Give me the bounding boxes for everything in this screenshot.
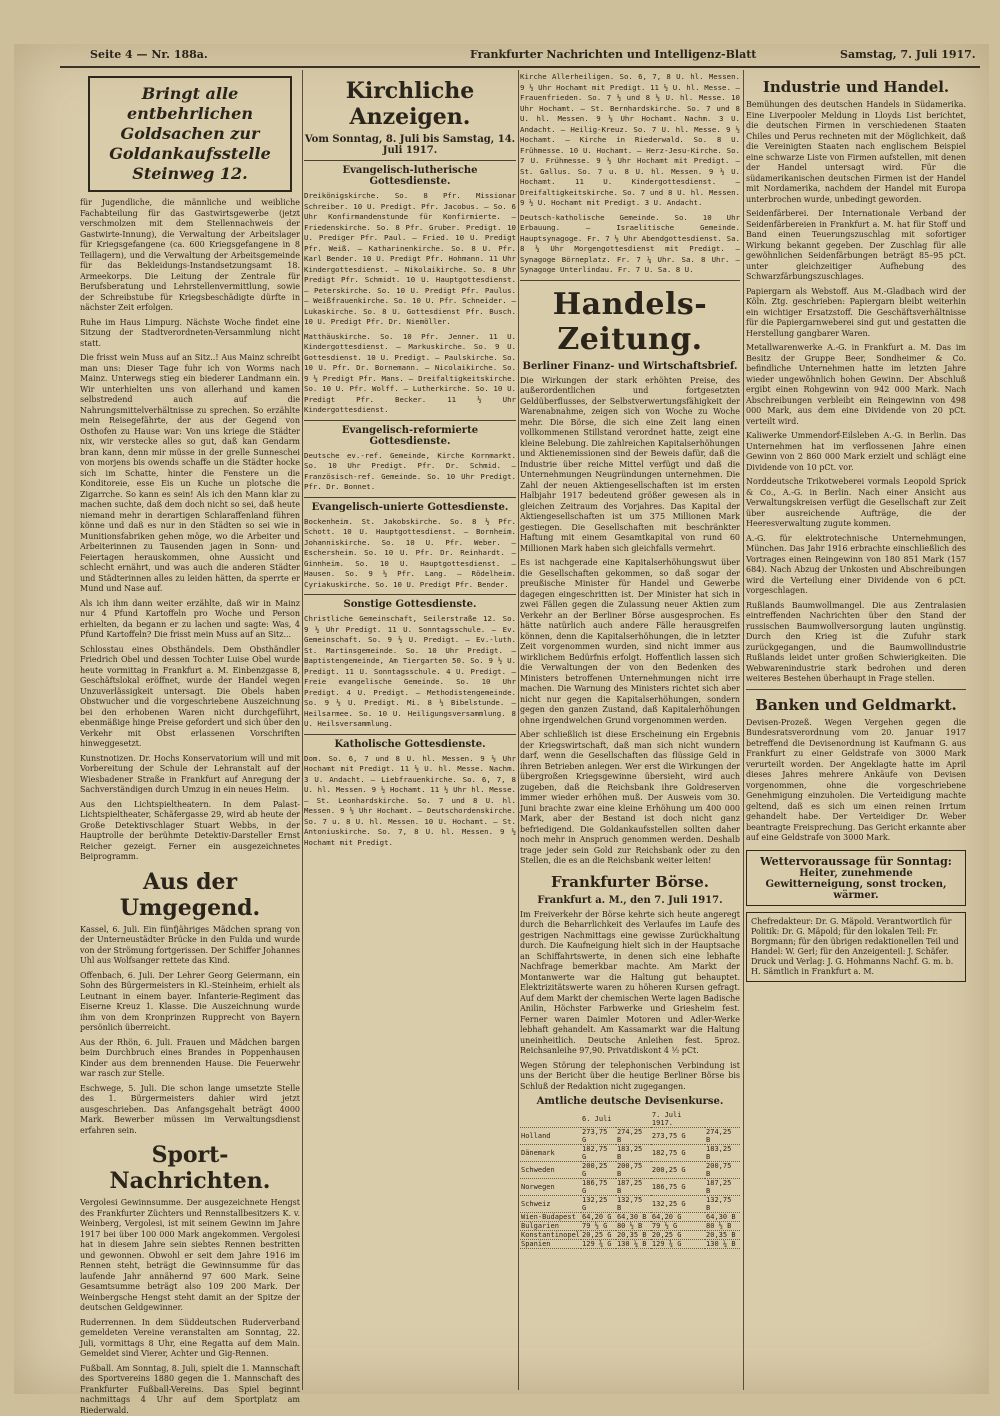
table-cell: 20,25 G [581, 1231, 616, 1240]
article-text: Es ist nachgerade eine Kapitalserhöhungswut über die Gesellschaften gekommen, so daß sogar der preußische Minister für Handel und Gewerbe dagegen eingeschritten ist. Der Minister hat sich in zwei Fällen gegen die Zulassung neuer Aktien zum Verkehr an der Berliner Börse ausgesprochen. Es hätte natürlich auch andere Fälle herausgreifen können, denn die Kapitalserhöhungen, die in letzter Zeit vorgenommen wurden, sind nicht immer aus wirklichem Bedürfnis erfolgt. Hoffentlich lassen sich die Verwaltungen der von den Bedenken des Ministers betroffenen Unternehmungen nicht irre machen. Die Warnung des Ministers richtet sich aber nicht nur gegen die Kapitalserhöhungen, sondern gegen den ganzen Zustand, daß Kapitalerhöhungen ohne irgendwelchen Grund vorgenommen werden. [520, 558, 740, 726]
service-listing: Kirche Allerheiligen. So. 6, 7, 8 U. hl. Messen. 9 ½ Uhr Hochamt mit Predigt. 11 ½ U. hl. Messe. — Frauenfrieden. So. 7 ½ und 8 ½ U. hl. Messe. 10 Uhr Hochamt. — St. Bernhardskirche. So. 7 und 8 U. hl. Messen. 9 ½ Uhr Hochamt. Nachm. 3 U. Andacht. — Heilig-Kreuz. So. 7 U. hl. Messe. 9 ½ Hochamt. — Kirche in Riederwald. So. 8 U. Frühmesse. 10 U. Hochamt. — Herz-Jesu-Kirche. So. 7 U. Frühmesse. 9 ½ Uhr Hochamt mit Predigt. — St. Gallus. So. 7 u. 8 U. hl. Messen. 9 ½ U. Hochamt. 11 U. Kindergottesdienst. — Dreifaltigkeitskirche. So. 7 und 8 U. hl. Messen. 9 ½ U. Hochamt mit Predigt. 3 U. Andacht. [520, 72, 740, 209]
service-listing: Christliche Gemeinschaft, Seilerstraße 12. So. 9 ½ Uhr Predigt. 11 U. Sonntagsschule. — Ev. Gemeinschaft. So. 9 ½ U. Predigt. — Ev.-luth. St. Martinsgemeinde. So. 10 Uhr Predigt. — Baptistengemeinde, Am Tiergarten 50. So. 9 ½ U. Predigt. 11 U. Sonntagsschule. 4 U. Predigt. — Freie evangelische Gemeinde. So. 10 Uhr Predigt. 4 U. Predigt. — Methodistengemeinde. So. 9 ½ U. Predigt. Mi. 8 ½ Bibelstunde. — Heilsarmee. So. 10 U. Heiligungsversammlung. 8 U. Heilsversammlung. [304, 614, 516, 730]
divider [520, 280, 740, 281]
article-text: Als ich ihm dann weiter erzählte, daß wir in Mainz nur 4 Pfund Kartoffeln pro Woche und Person erhielten, da begann er zu lachen und sagte: Was, 4 Pfund Kartoffeln? Die frisst mein Muss auf an Sitz... [80, 599, 300, 641]
table-cell: 200,75 B [705, 1162, 740, 1179]
table-header-row [520, 1111, 740, 1128]
table-cell: 130 ¼ B [705, 1240, 740, 1249]
table-cell: 132,75 B [705, 1196, 740, 1213]
article-text: Kassel, 6. Juli. Ein fünfjähriges Mädchen sprang von der Unterneustädter Brücke in den Fulda und wurde von der Strömung fortgerissen. Der Schiffer Johannes Uhl aus Wolfsanger rettete das Kind. [80, 925, 300, 967]
page-number: Seite 4 — Nr. 188a. [90, 48, 208, 61]
subsection-title: Evangelisch-reformierte Gottesdienste. [304, 425, 516, 447]
table-cell: 182,75 G [581, 1145, 616, 1162]
imprint-box: Chefredakteur: Dr. G. Mäpold. Verantwortlich für Politik: Dr. G. Mäpold; für den lokalen Teil: Fr. Borgmann; für den übrigen redaktionellen Teil und Handel: W. Gerl; für den Anzeigenteil: J. Schäfer. Druck und Verlag: J. G. Hohmanns Nachf. G. m. b. H. Sämtlich in Frankfurt a. M. [746, 912, 966, 982]
article-text: Im Freiverkehr der Börse kehrte sich heute angeregt durch die Beharrlichkeit des Verlaufes im Laufe des gestrigen Nachmittags eine gewisse Zurückhaltung durch. Die Kaufneigung hielt sich in der Hauptsache an Schiffahrtswerte, in denen sich eine lebhafte Nachfrage bemerkbar machte. Am Markt der Montanwerte war die Haltung gut behauptet. Elektrizitätswerte waren zu höheren Kursen gefragt. Auf dem Markt der chemischen Werte lagen Badische Anilin, Höchster Farbwerke und Griesheim fest. Ferner waren Daimler Motoren und Adler-Werke lebhaft gehandelt. Am Kassamarkt war die Haltung uneinheitlich. Deutsche Anleihen fest. 5proz. Reichsanleihe 97,90. Privatdiskont 4 ½ pCt. [520, 910, 740, 1057]
table-row [520, 1128, 740, 1145]
table-cell: 20,25 G [651, 1231, 705, 1240]
section-heading-kirchliche: Kirchliche Anzeigen. [304, 78, 516, 130]
table-cell: 64,30 B [705, 1213, 740, 1222]
table-cell: 132,75 B [616, 1196, 651, 1213]
table-row [520, 1145, 740, 1162]
article-text: Kunstnotizen. Dr. Hochs Konservatorium will und mit Vorbereitung der Schule der Lehranstalt auf der Wiesbadener Straße in Frankfurt auf Anregung der Sachverständigen durch Umzug in ein neues Heim. [80, 754, 300, 796]
table-cell: Norwegen [520, 1179, 581, 1196]
table-cell: 183,25 B [616, 1145, 651, 1162]
section-heading-boerse: Frankfurter Börse. [520, 873, 740, 891]
article-text: Aus den Lichtspieltheatern. In dem Palast-Lichtspieltheater, Schäfergasse 29, wird ab heute der Große Detektivschlager Stuart Webbs, in der Hauptrolle der berühmte Detektiv-Darsteller Ernst Reicher gezeigt. Ferner ein ausgezeichnetes Beiprogramm. [80, 800, 300, 863]
table-cell: 200,25 G [581, 1162, 616, 1179]
table-cell: 79 ½ G [581, 1222, 616, 1231]
table-cell: 64,30 B [616, 1213, 651, 1222]
service-listing: Matthäuskirche. So. 10 Pfr. Jenner. 11 U. Kindergottesdienst. — Markuskirche. So. 9 U. Gottesdienst. 10 U. Predigt. — Paulskirche. So. 10 U. Pfr. Dr. Bornemann. — Nicolaikirche. So. 9 ½ Predigt Pfr. Mans. — Dreifaltigkeitskirche. So. 10 U. Pfr. Wolff. — Lutherkirche. So. 10 U. Predigt Pfr. Becker. 11 ½ Uhr Kindergottesdienst. [304, 332, 516, 416]
table-cell: 200,75 B [616, 1162, 651, 1179]
article-text: Offenbach, 6. Juli. Der Lehrer Georg Geiermann, ein Sohn des Bürgermeisters in Kl.-Steinheim, erhielt als Leutnant in einem bayer. Infanterie-Regiment das Eiserne Kreuz 1. Klasse. Die Auszeichnung wurde ihm von dem Kronprinzen Rupprecht von Bayern persönlich überreicht. [80, 971, 300, 1034]
table-cell: 187,25 B [705, 1179, 740, 1196]
weather-text: Heiter, zunehmende Gewitterneigung, sonst trocken, wärmer. [751, 868, 961, 901]
dateline: Frankfurt a. M., den 7. Juli 1917. [520, 895, 740, 906]
article-text: Ruderrennen. In dem Süddeutschen Ruderverband gemeldeten Vereine veranstalten am Sonntag, 22. Juli, vormittags 8 Uhr, eine Regatta auf dem Main. Gemeldet sind Vierer, Achter und Gig-Rennen. [80, 1318, 300, 1360]
table-cell: 79 ½ G [651, 1222, 705, 1231]
table-row [520, 1179, 740, 1196]
table-cell: Dänemark [520, 1145, 581, 1162]
table-header-cell [520, 1111, 581, 1128]
table-cell: 273,75 G [581, 1128, 616, 1145]
column-4 [746, 72, 966, 1387]
subsection-title: Katholische Gottesdienste. [304, 739, 516, 750]
table-row [520, 1222, 740, 1231]
article-text: Papiergarn als Webstoff. Aus M.-Gladbach wird der Köln. Ztg. geschrieben: Papiergarn bleibt weiterhin ein wichtiger Ersatzstoff. Die Geschäftsverhältnisse für die Papiergarnweberei sind gut und gestatten die Herstellung gangbarer Waren. [746, 287, 966, 340]
gold-advertisement: Bringt alle entbehrlichen Goldsachen zur Goldankaufsstelle Steinweg 12. [88, 76, 292, 192]
divider [304, 734, 516, 735]
table-header-cell: 7. Juli 1917. [651, 1111, 705, 1128]
section-heading-banken: Banken und Geldmarkt. [746, 696, 966, 714]
article-text: Ruhe im Haus Limpurg. Nächste Woche findet eine Sitzung der Stadtverordneten-Versammlung nicht statt. [80, 318, 300, 350]
service-listing: Dom. So. 6, 7 und 8 U. hl. Messen. 9 ½ Uhr Hochamt mit Predigt. 11 ½ U. hl. Messe. Nachm. 3 U. Andacht. — Liebfrauenkirche. So. 6, 7, 8 U. hl. Messen. 9 ½ Hochamt. 11 ½ Uhr hl. Messe. — St. Leonhardskirche. So. 7 und 8 U. hl. Messen. 9 ½ Uhr Hochamt. — Deutschordenskirche. So. 7 u. 8 U. hl. Messen. 10 U. Hochamt. — St. Antoniuskirche. So. 7, 8 U. hl. Messen. 9 ½ Hochamt mit Predigt. [304, 754, 516, 849]
article-text: Schlosstau eines Obsthändels. Dem Obsthändler Friedrich Obel und dessen Tochter Luise Obel wurde heute vormittag in Frankfurt a. M. Einbenzgasse 8, Geschäftslokal eröffnet, wurde der Handel wegen Unzuverlässigkeit untersagt. Die Obels haben Obstwucher und die vorgeschriebene Auszeichnung bei den erhobenen Waren nicht durchgeführt, ebenmäßige hinge Preise gefordert und sich über den Verkehr mit Obst erlassenen Vorschriften hinweggesetzt. [80, 645, 300, 750]
table-row [520, 1240, 740, 1249]
table-cell: 64,20 G [651, 1213, 705, 1222]
issue-date: Samstag, 7. Juli 1917. [840, 48, 976, 61]
service-listing: Deutsch-katholische Gemeinde. So. 10 Uhr Erbauung. — Israelitische Gemeinde. Hauptsynagoge. Fr. 7 ½ Uhr Abendgottesdienst. Sa. 8 ½ Uhr Morgengottesdienst mit Predigt. — Synagoge Börneplatz. Fr. 7 ¼ Uhr. Sa. 8 Uhr. — Synagoge Unterlindau. Fr. 7 U. Sa. 8 U. [520, 213, 740, 276]
section-heading-industrie: Industrie und Handel. [746, 78, 966, 96]
table-row [520, 1231, 740, 1240]
table-cell: Wien-Budapest [520, 1213, 581, 1222]
masthead: Frankfurter Nachrichten und Intelligenz-Blatt [470, 48, 756, 61]
article-text: Fußball. Am Sonntag, 8. Juli, spielt die 1. Mannschaft des Sportvereins 1880 gegen die 1. Mannschaft des Frankfurter Fußball-Vereins. Das Spiel beginnt nachmittags 4 Uhr auf dem Sportplatz am Riederwald. [80, 1364, 300, 1416]
table-cell: 274,25 B [705, 1128, 740, 1145]
table-cell: 132,25 G [651, 1196, 705, 1213]
table-cell: Schweiz [520, 1196, 581, 1213]
table-cell: Schweden [520, 1162, 581, 1179]
table-row [520, 1162, 740, 1179]
table-cell: 130 ¼ B [616, 1240, 651, 1249]
table-cell: 80 ½ B [705, 1222, 740, 1231]
article-text: Die frisst wein Muss auf an Sitz..! Aus Mainz schreibt man uns: Dieser Tage fuhr ich von Worms nach Mainz. Unterwegs stieg ein biederer Landmann ein. Wir unterhielten uns von allerhand und kamen selbstredend auch auf die Nahrungsmittelverhältnisse zu sprechen. So erzählte mein Reisegefährte, der aus der Gegend von Osthofen zu Hause war: Von uns kriege die Städter nix, wir verstecke alles so gut, daß kan Gendarm bran kann, denn mir müsse in der grelle Sunneschei von morjens bis owends schaffe un die Städter hocke sich im Schatte, hinter die Fenstere un die Konditoreie, esse Eis un Kuche un plotsche die Zigarrche. So kann es sein! Als ich den Mann klar zu machen suchte, daß dem doch nicht so sei, daß heute niemand mehr in derartigen Schlaraffenland führen könne und daß es nur in den Städten so sei wie in Munitionsfabriken gehen möge, wo die Arbeiter und Arbeiterinnen zu Tausenden jagen in Sonn- und Feiertagen herauskommen, ohne Aussicht und schlecht ernährt, und was auch die anderen Städter und Städterinnen alles zu leiden hätten, da sperrte er Mund und Nase auf. [80, 353, 300, 595]
date-range: Vom Sonntag, 8. Juli bis Samstag, 14. Juli 1917. [304, 134, 516, 156]
table-cell: Konstantinopel [520, 1231, 581, 1240]
weather-title: Wettervoraussage für Sonntag: [751, 855, 961, 868]
article-text: Bemühungen des deutschen Handels in Südamerika. Eine Liverpooler Meldung in Lloyds List berichtet, die deutschen Firmen in verschiedenen Staaten Chiles und Perus rechneten mit der Möglichkeit, daß die Vereinigten Staaten nach englischem Beispiel eine schwarze Liste von Firmen aufstellen, mit denen der Handel untersagt wird. Für die südamerikanischen deutschen Firmen ist der Handel mit Nordamerika, nachdem der Handel mit Europa unterbrochen wurde, unbedingt geworden. [746, 100, 966, 205]
table-cell: 182,75 G [651, 1145, 705, 1162]
table-row [520, 1213, 740, 1222]
article-text: Metallwarenwerke A.-G. in Frankfurt a. M. Das im Besitz der Gruppe Beer, Sondheimer & Co. befindliche Unternehmen hatte im letzten Jahre wieder ungewöhnlich hohen Gewinn. Der Abschluß ergibt einen Rohgewinn von 942 000 Mark. Nach Abschreibungen verbleibt ein Reingewinn von 498 000 Mark, aus dem eine Dividende von 20 pCt. verteilt wird. [746, 343, 966, 427]
table-cell: 80 ½ B [616, 1222, 651, 1231]
table-header-cell [616, 1111, 651, 1128]
page-header [50, 44, 980, 66]
table-cell: Spanien [520, 1240, 581, 1249]
article-text: Vergolesi Gewinnsumme. Der ausgezeichnete Hengst des Frankfurter Züchters und Rennstallbesitzers K. v. Weinberg, Vergolesi, ist mit seinem Gewinn im Jahre 1917 bei über 100 000 Mark angekommen. Vergolesi hat in diesem Jahre sein siebtes Rennen bestritten und gewonnen. Obwohl er seit dem Jahre 1916 im Rennen steht, beträgt die Gewinnsumme für das laufende Jahr annähernd 97 600 Mark. Seine Gesamtsumme beträgt also 109 200 Mark. Der Weinbergsche Hengst steht damit an der Spitze der deutschen Geldgewinner. [80, 1198, 300, 1314]
divider [746, 689, 966, 690]
exchange-rate-table [520, 1111, 740, 1249]
article-text: Aus der Rhön, 6. Juli. Frauen und Mädchen bargen beim Durchbruch eines Brandes in Poppenhausen Kinder aus dem brennenden Hause. Die Feuerwehr war rasch zur Stelle. [80, 1038, 300, 1080]
article-text: Die Wirkungen der stark erhöhten Preise, des außerordentlichen und fortgesetzten Geldüberflusses, der Selbstverwertungsfähigkeit der Warenabnahme, zeigen sich von Woche zu Woche mehr. Die Börse, die sich eine Zeit lang einen vollkommenen Stillstand verordnet hatte, zeigt eine kleine Belebung. Die zahlreichen Kapitalserhöhungen und Aktienemissionen sind der Beweis dafür, daß die Industrie über reiche Mittel verfügt und daß die Unternehmungen Neugründungen unternehmen. Die Zahl der neuen Aktiengesellschaften ist im ersten Halbjahr 1917 bedeutend größer gewesen als in gleichen Zeitraum des Vorjahres. Das Kapital der Aktiengesellschaften ist um 375 Millionen Mark gestiegen. Die Gesellschaften mit beschränkter Haftung mit einem Gesamtkapital von rund 60 Millionen Mark haben sich gleichfalls vermehrt. [520, 376, 740, 555]
table-header-cell: 6. Juli [581, 1111, 616, 1128]
table-header-cell [705, 1111, 740, 1128]
article-text: Kaliwerke Ummendorf-Eilsleben A.-G. in Berlin. Das Unternehmen hat im verflossenen Jahre einen Gewinn von 2 860 000 Mark erzielt und schlägt eine Dividende von 10 pCt. vor. [746, 431, 966, 473]
weather-forecast-box [746, 850, 966, 906]
divider [304, 594, 516, 595]
service-listing: Deutsche ev.-ref. Gemeinde, Kirche Kornmarkt. So. 10 Uhr Predigt. Pfr. Dr. Schmid. — Französisch-ref. Gemeinde. So. 10 Uhr Predigt. Pfr. Dr. Bonnet. [304, 451, 516, 493]
column-divider [518, 70, 519, 1390]
column-1 [80, 72, 300, 1387]
divider [304, 420, 516, 421]
article-text: Rußlands Baumwollmangel. Die aus Zentralasien eintreffenden Nachrichten über den Stand der russischen Baumwollversorgung lauten ungünstig. Durch den Krieg ist die Zufuhr stark zurückgegangen, und die Baumwollindustrie Rußlands leidet unter großen Schwierigkeiten. Die Webwarenindustrie stark bedrohen und deren weiteres Bestehen überhaupt in Frage stellen. [746, 601, 966, 685]
article-text: Norddeutsche Trikotweberei vormals Leopold Sprick & Co., A.-G. in Berlin. Nach einer Ansicht aus Verwaltungskreisen verfügt die Gesellschaft zur Zeit über ausreichende Aufträge, die der Heeresverwaltung zugute kommen. [746, 477, 966, 530]
table-cell: 200,25 G [651, 1162, 705, 1179]
table-cell: 186,75 G [651, 1179, 705, 1196]
table-cell: Holland [520, 1128, 581, 1145]
divider [304, 497, 516, 498]
table-cell: 273,75 G [651, 1128, 705, 1145]
table-cell: Bulgarien [520, 1222, 581, 1231]
article-text: Devisen-Prozeß. Wegen Vergehen gegen die Bundesratsverordnung vom 20. Januar 1917 betreffend die Devisenordnung ist Kaufmann G. aus Frankfurt zu einer Geldstrafe von 3000 Mark verurteilt worden. Der Angeklagte hatte im April dieses Jahres mehrere Ankäufe von Devisen vorgenommen, ohne die vorgeschriebene Genehmigung einzuholen. Die Verteidigung machte geltend, daß es sich um einen reinen Irrtum gehandelt habe. Der Verteidiger Dr. Weber beantragte Freisprechung. Das Gericht erkannte aber auf eine Geldstrafe von 3000 Mark. [746, 718, 966, 844]
subsection-title: Evangelisch-unierte Gottesdienste. [304, 502, 516, 513]
table-title: Amtliche deutsche Devisenkurse. [520, 1096, 740, 1107]
table-cell: 186,75 G [581, 1179, 616, 1196]
section-heading-sport: Sport-Nachrichten. [80, 1142, 300, 1194]
header-rule [60, 66, 980, 68]
article-text: Wegen Störung der telephonischen Verbindung ist uns der Bericht über die heutige Berliner Börse bis Schluß der Redaktion nicht zugegangen. [520, 1061, 740, 1093]
divider [304, 160, 516, 161]
column-3 [520, 72, 740, 1387]
table-cell: 187,25 B [616, 1179, 651, 1196]
subheading: Berliner Finanz- und Wirtschaftsbrief. [520, 361, 740, 372]
table-cell: 64,20 G [581, 1213, 616, 1222]
service-listing: Bockenheim. St. Jakobskirche. So. 8 ½ Pfr. Schott. 10 U. Hauptgottesdienst. — Bornheim. Johanniskirche. So. 10 U. Pfr. Weber. — Eschersheim. So. 10 U. Pfr. Dr. Reinhardt. — Ginnheim. So. 10 U. Hauptgottesdienst. — Hausen. So. 9 ½ Pfr. Lang. — Rödelheim. Cyriakuskirche. So. 10 U. Predigt Pfr. Bender. [304, 517, 516, 591]
section-heading-umgegend: Aus der Umgegend. [80, 869, 300, 921]
article-text: Aber schließlich ist diese Erscheinung ein Ergebnis der Kriegswirtschaft, daß man sich nicht wundern darf, wenn die Gesellschaften das flüssige Geld in ihren Betrieben anlegen. Wer erst die Wirkungen der übergroßen Kriegsgewinne übersieht, wird auch zugeben, daß die Reichsbank ihre Goldreserven immer wieder erhöhen muß. Der Ausweis vom 30. Juni brachte zwar eine kleine Erhöhung um 400 000 Mark, aber der Bestand ist doch nicht ganz befriedigend. Die Goldankaufsstellen sollten daher noch mehr in Anspruch genommen werden. Deshalb trage jeder sein Gold zur Reichsbank oder zu den Stellen, die es an die Reichsbank weiter leiten! [520, 730, 740, 867]
table-cell: 129 ¾ G [651, 1240, 705, 1249]
subsection-title: Evangelisch-lutherische Gottesdienste. [304, 165, 516, 187]
table-cell: 129 ¾ G [581, 1240, 616, 1249]
section-heading-handels-zeitung: Handels-Zeitung. [520, 287, 740, 357]
article-text: Eschwege, 5. Juli. Die schon lange umsetzte Stelle des 1. Bürgermeisters dahier wird jetzt ausgeschrieben. Das Anfangsgehalt beträgt 4000 Mark. Bewerber müssen im Verwaltungsdienst erfahren sein. [80, 1084, 300, 1137]
column-2 [304, 72, 516, 1387]
service-listing: Dreikönigskirche. So. 8 Pfr. Missionar Schreiber. 10 U. Predigt. Pfr. Jacobus. — So. 6 Uhr Konfirmandenstunde für Konfirmierte. — Friedenskirche. So. 8 Pfr. Gruber. Predigt. 10 U. Prediger Pfr. Paul. — Fried. 10 U. Predigt Pfr. Weiß. — Katharinenkirche. So. 8 U. Pfr. Karl Bender. 10 U. Predigt Pfr. Hohmann. 11 Uhr Kindergottesdienst. — Nikolaikirche. So. 8 Uhr Predigt Pfr. Schmidt. 10 U. Hauptgottesdienst. — Peterskirche. So. 10 U. Predigt Pfr. Paulus. — Weißfrauenkirche. So. 10 U. Pfr. Schneider. — Lukaskirche. So. 8 U. Gottesdienst Pfr. Busch. 10 U. Predigt Pfr. Dr. Niemöller. [304, 191, 516, 328]
article-text: A.-G. für elektrotechnische Unternehmungen, München. Das Jahr 1916 erbrachte einschließlich des Vortrages einen Reingewinn von 180 851 Mark (157 684). Nach Abzug der Unkosten und Abschreibungen wird die Verteilung einer Dividende von 6 pCt. vorgeschlagen. [746, 534, 966, 597]
subsection-title: Sonstige Gottesdienste. [304, 599, 516, 610]
article-text: Seidenfärberei. Der Internationale Verband der Seidenfärbereien in Frankfurt a. M. hat für Stoff und Band einen Teuerungszuschlag mit sofortiger Wirkung bekannt gegeben. Der Zuschlag für alle gewöhnlichen Seidenfärbungen beträgt 85–95 pCt. unter gleichzeitiger Aufhebung des Schwarzfärbungszuschlages. [746, 209, 966, 283]
article-text: für Jugendliche, die männliche und weibliche Fachabteilung für das Gastwirtsgewerbe (jetzt verschmolzen mit dem Stellennachweis der Gastwirte-Innung), die Verwaltung der Arbeitslager für Kriegsgefangene (ca. 600 Kriegsgefangene in 8 Teillagern), und die Verwaltung der Arbeitsgemeinde für das Bekleidungs-Instandsetzungsamt 18. Armeekorps. Die Leitung der Zentrale für Berufsberatung und Lehrstellenvermittlung, sowie der Schreibstube für Kriegsbeschädigte dürfte in nächster Zeit erfolgen. [80, 198, 300, 314]
table-cell: 132,25 G [581, 1196, 616, 1213]
table-cell: 183,25 B [705, 1145, 740, 1162]
table-row [520, 1196, 740, 1213]
table-cell: 20,35 B [616, 1231, 651, 1240]
column-divider [743, 70, 744, 1390]
table-cell: 20,35 B [705, 1231, 740, 1240]
column-divider [302, 70, 303, 1390]
table-cell: 274,25 B [616, 1128, 651, 1145]
